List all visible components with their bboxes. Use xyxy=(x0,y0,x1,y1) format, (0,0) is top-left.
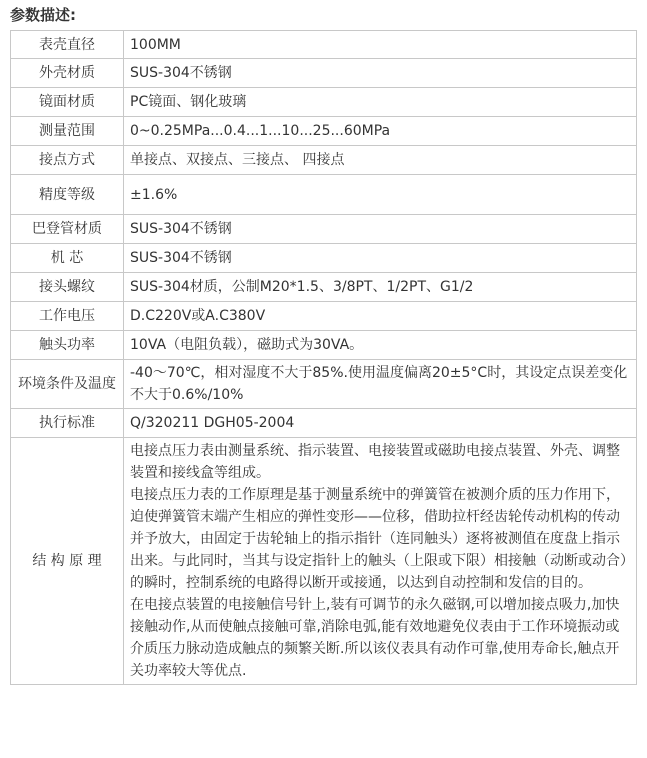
row-label: 执行标准 xyxy=(11,409,124,438)
table-row xyxy=(11,117,637,146)
row-value: SUS-304材质，公制M20*1.5、3/8PT、1/2PT、G1/2 xyxy=(124,273,637,302)
row-value: SUS-304不锈钢 xyxy=(124,59,637,88)
row-label: 触头功率 xyxy=(11,331,124,360)
row-value: 10VA（电阻负载），磁助式为30VA。 xyxy=(124,331,637,360)
table-row xyxy=(11,146,637,175)
table-row xyxy=(11,215,637,244)
table-row xyxy=(11,175,637,215)
principle-row xyxy=(11,438,637,685)
principle-label: 结 构 原 理 xyxy=(11,438,124,685)
row-value: ±1.6% xyxy=(124,175,637,215)
section-heading: 参数描述: xyxy=(10,6,76,24)
row-value: 单接点、双接点、三接点、 四接点 xyxy=(124,146,637,175)
table-row xyxy=(11,88,637,117)
table-row xyxy=(11,244,637,273)
row-label: 环境条件及温度 xyxy=(11,360,124,409)
spec-table xyxy=(10,30,637,685)
table-row xyxy=(11,31,637,59)
table-row xyxy=(11,59,637,88)
principle-paragraph: 电接点压力表由测量系统、指示装置、电接装置或磁助电接点装置、外壳、调整装置和接线盒等组成。 xyxy=(130,443,620,481)
table-row xyxy=(11,273,637,302)
row-value: PC镜面、钢化玻璃 xyxy=(124,88,637,117)
table-row xyxy=(11,409,637,438)
table-row xyxy=(11,331,637,360)
principle-paragraph: 在电接点装置的电接触信号针上,装有可调节的永久磁钢,可以增加接点吸力,加快接触动作,从而使触点接触可靠,消除电弧,能有效地避免仪表由于工作环境振动或介质压力脉动造成触点的频繁关断.所以该仪表具有动作可靠,使用寿命长,触点开关功率较大等优点. xyxy=(130,597,620,679)
row-label: 测量范围 xyxy=(11,117,124,146)
row-value: Q/320211 DGH05-2004 xyxy=(124,409,637,438)
row-label: 精度等级 xyxy=(11,175,124,215)
principle-description xyxy=(124,438,637,685)
row-label: 外壳材质 xyxy=(11,59,124,88)
row-label: 巴登管材质 xyxy=(11,215,124,244)
table-row xyxy=(11,302,637,331)
table-row xyxy=(11,360,637,409)
row-value: 0~0.25MPa...0.4...1...10...25...60MPa xyxy=(124,117,637,146)
row-label: 镜面材质 xyxy=(11,88,124,117)
row-value: 100MM xyxy=(124,31,637,59)
row-label: 接头螺纹 xyxy=(11,273,124,302)
spec-table-body xyxy=(11,31,637,685)
row-value: D.C220V或A.C380V xyxy=(124,302,637,331)
row-value: SUS-304不锈钢 xyxy=(124,215,637,244)
row-label: 工作电压 xyxy=(11,302,124,331)
row-label: 接点方式 xyxy=(11,146,124,175)
principle-paragraph: 电接点压力表的工作原理是基于测量系统中的弹簧管在被测介质的压力作用下，迫使弹簧管末端产生相应的弹性变形——位移，借助拉杆经齿轮传动机构的传动并予放大，由固定于齿轮轴上的指示指针（连同触头）逐将被测值在度盘上指示出来。与此同时，当其与设定指针上的触头（上限或下限）相接触（动断或动合）的瞬时，控制系统的电路得以断开或接通，以达到自动控制和发信的目的。 xyxy=(130,487,627,591)
row-value: -40～70℃，相对湿度不大于85%.使用温度偏离20±5°C时，其设定点误差变化不大于0.6%/10% xyxy=(124,360,637,409)
row-label: 表壳直径 xyxy=(11,31,124,59)
row-label: 机 芯 xyxy=(11,244,124,273)
row-value: SUS-304不锈钢 xyxy=(124,244,637,273)
